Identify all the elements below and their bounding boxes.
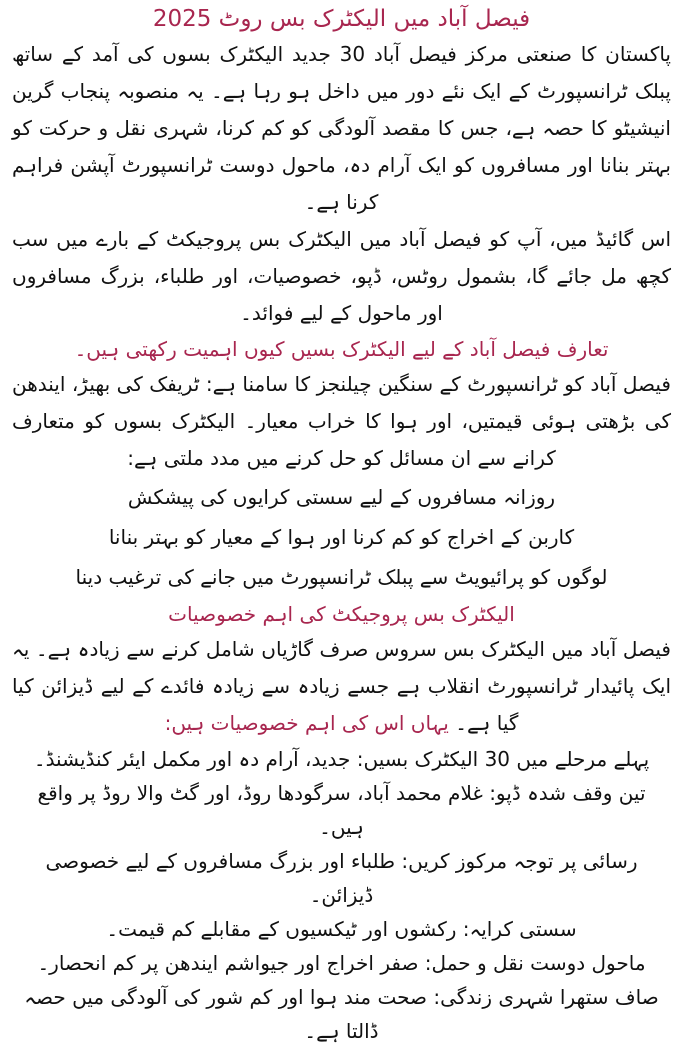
features-list bbox=[12, 742, 671, 1048]
section2-paragraph bbox=[12, 631, 671, 742]
list-item: کاربن کے اخراج کو کم کرنا اور ہوا کے معیار کو بہتر بنانا bbox=[108, 525, 575, 549]
intro-paragraph-2: اس گائیڈ میں، آپ کو فیصل آباد میں الیکٹرک بس پروجیکٹ کے بارے میں سب کچھ مل جائے گا، بشمول روٹس، ڈپو، خصوصیات، اور طلباء، بزرگ مسافروں اور ماحول کے لیے فوائد۔ bbox=[12, 227, 671, 325]
list-item: لوگوں کو پرائیویٹ سے پبلک ٹرانسپورٹ میں جانے کی ترغیب دینا bbox=[75, 565, 608, 589]
list-item: سستی کرایہ: رکشوں اور ٹیکسیوں کے مقابلے کم قیمت۔ bbox=[106, 917, 577, 941]
list-item: روزانہ مسافروں کے لیے سستی کرایوں کی پیشکش bbox=[127, 485, 556, 509]
section1-paragraph: فیصل آباد کو ٹرانسپورٹ کے سنگین چیلنجز کا سامنا ہے: ٹریفک کی بھیڑ، ایندھن کی بڑھتی ہوئی قیمتیں، اور ہوا کا خراب معیار۔ الیکٹرک بسوں کو متعارف کرانے سے ان مسائل کو حل کرنے میں مدد ملتی ہے: bbox=[12, 372, 671, 470]
benefits-list bbox=[12, 477, 671, 597]
section2-paragraph-accent: یہاں اس کی اہم خصوصیات ہیں: bbox=[164, 711, 449, 735]
list-item: صاف ستھرا شہری زندگی: صحت مند ہوا اور کم شور کی آلودگی میں حصہ ڈالتا ہے۔ bbox=[24, 985, 659, 1043]
section-heading-features: الیکٹرک بس پروجیکٹ کی اہم خصوصیات bbox=[168, 602, 515, 626]
intro-paragraph-1: پاکستان کا صنعتی مرکز فیصل آباد 30 جدید الیکٹرک بسوں کی آمد کے ساتھ پبلک ٹرانسپورٹ کے ایک نئے دور میں داخل ہو رہا ہے۔ یہ منصوبہ پنجاب گرین انیشیٹو کا حصہ ہے، جس کا مقصد آلودگی کو کم کرنا، شہری نقل و حرکت کو بہتر بنانا اور مسافروں کو ایک آرام دہ، ماحول دوست ٹرانسپورٹ آپشن فراہم کرنا ہے۔ bbox=[12, 42, 672, 214]
article-title: فیصل آباد میں الیکٹرک بس روٹ 2025 bbox=[152, 6, 531, 32]
list-item: تین وقف شدہ ڈپو: غلام محمد آباد، سرگودھا روڈ، اور گٹ والا روڈ پر واقع ہیں۔ bbox=[37, 781, 646, 839]
list-item: پہلے مرحلے میں 30 الیکٹرک بسیں: جدید، آرام دہ اور مکمل ایئر کنڈیشنڈ۔ bbox=[33, 747, 650, 771]
section2-paragraph-text: فیصل آباد میں الیکٹرک بس سروس صرف گاڑیاں شامل کرنے سے زیادہ ہے۔ یہ ایک پائیدار ٹرانسپورٹ انقلاب ہے جسے زیادہ سے زیادہ فائدے کے لیے ڈیزائن کیا گیا ہے۔ bbox=[12, 637, 671, 735]
list-item: رسائی پر توجہ مرکوز کریں: طلباء اور بزرگ مسافروں کے لیے خصوصی ڈیزائن۔ bbox=[45, 849, 638, 907]
list-item: ماحول دوست نقل و حمل: صفر اخراج اور جیواشم ایندھن پر کم انحصار۔ bbox=[37, 951, 646, 975]
section-heading-introduction: تعارف فیصل آباد کے لیے الیکٹرک بسیں کیوں اہمیت رکھتی ہیں۔ bbox=[74, 337, 609, 361]
